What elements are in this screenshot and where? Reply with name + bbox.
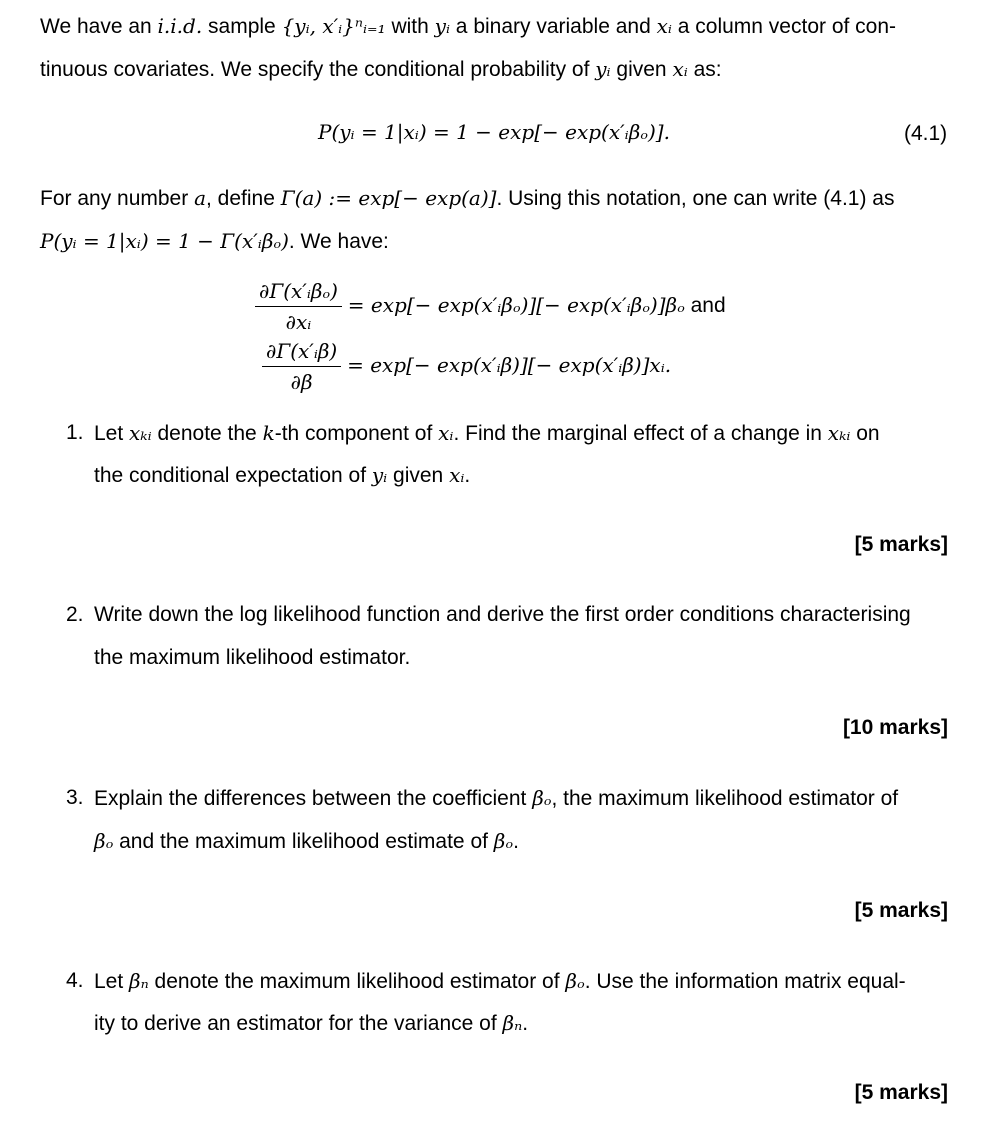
question-2-marks: [10 marks] xyxy=(842,716,948,739)
intro-line-2: tinuous covariates. We specify the conditional probability of yᵢ given xᵢ as: xyxy=(40,57,722,81)
sample-set-math: {yᵢ, x′ᵢ}ⁿᵢ₌₁ xyxy=(281,14,386,38)
question-1-number: 1. xyxy=(66,421,84,444)
equation-label: (4.1) xyxy=(904,122,948,145)
question-4-number: 4. xyxy=(66,969,84,992)
question-2-line-1: Write down the log likelihood function and derive the first order conditions characterising xyxy=(94,603,911,626)
gamma-definition-line-2: P(yᵢ = 1|xᵢ) = 1 − Γ(x′ᵢβₒ). We have: xyxy=(40,229,389,253)
question-4-line-2: ity to derive an estimator for the variance of βₙ. xyxy=(94,1011,529,1035)
question-3-line-2: βₒ and the maximum likelihood estimate of βₒ. xyxy=(94,829,519,853)
gamma-def-math: Γ(a) := exp[− exp(a)] xyxy=(280,186,497,210)
question-1-marks: [5 marks] xyxy=(854,533,948,556)
derivative-1: $\frac{\text{∂Γ(x′ᵢβₒ)}}{\text{∂xᵢ}}$ = exp[− exp(x′ᵢβₒ)][− exp(x′ᵢβₒ)]βₒ and xyxy=(255,276,726,337)
question-3-number: 3. xyxy=(66,786,84,809)
derivative-2: $\frac{\text{∂Γ(x′ᵢβ)}}{\partial\beta}$ = exp[− exp(x′ᵢβ)][− exp(x′ᵢβ)]xᵢ. xyxy=(262,336,671,397)
equation-4-1: P(yᵢ = 1|xᵢ) = 1 − exp[− exp(x′ᵢβₒ)]. xyxy=(318,120,670,144)
question-2-line-2: the maximum likelihood estimator. xyxy=(94,646,411,669)
derivative-1-fraction: $\frac{\text{∂Γ(x′ᵢβₒ)}}{\text{∂xᵢ}}$ xyxy=(255,276,342,337)
intro-line-1: We have an i.i.d. sample {yᵢ, x′ᵢ}ⁿᵢ₌₁ with yᵢ a binary variable and xᵢ a column vector of con- xyxy=(40,14,897,38)
question-3-line-1: Explain the differences between the coefficient βₒ, the maximum likelihood estimator of xyxy=(94,786,899,810)
question-1-line-2: the conditional expectation of yᵢ given xᵢ. xyxy=(94,463,471,487)
iid-math: i.i.d. xyxy=(157,14,203,38)
question-4-marks: [5 marks] xyxy=(854,1081,948,1104)
question-4-line-1: Let βₙ denote the maximum likelihood estimator of βₒ. Use the information matrix equal- xyxy=(94,969,906,993)
question-2-number: 2. xyxy=(66,603,84,626)
gamma-definition-line-1: For any number a, define Γ(a) := exp[− exp(a)]. Using this notation, one can write (4.1) as xyxy=(40,186,895,210)
question-3-marks: [5 marks] xyxy=(854,899,948,922)
question-1-line-1: Let xₖᵢ denote the k-th component of xᵢ. Find the marginal effect of a change in xₖᵢ on xyxy=(94,421,880,445)
derivative-2-fraction: $\frac{\text{∂Γ(x′ᵢβ)}}{\partial\beta}$ xyxy=(262,336,341,397)
